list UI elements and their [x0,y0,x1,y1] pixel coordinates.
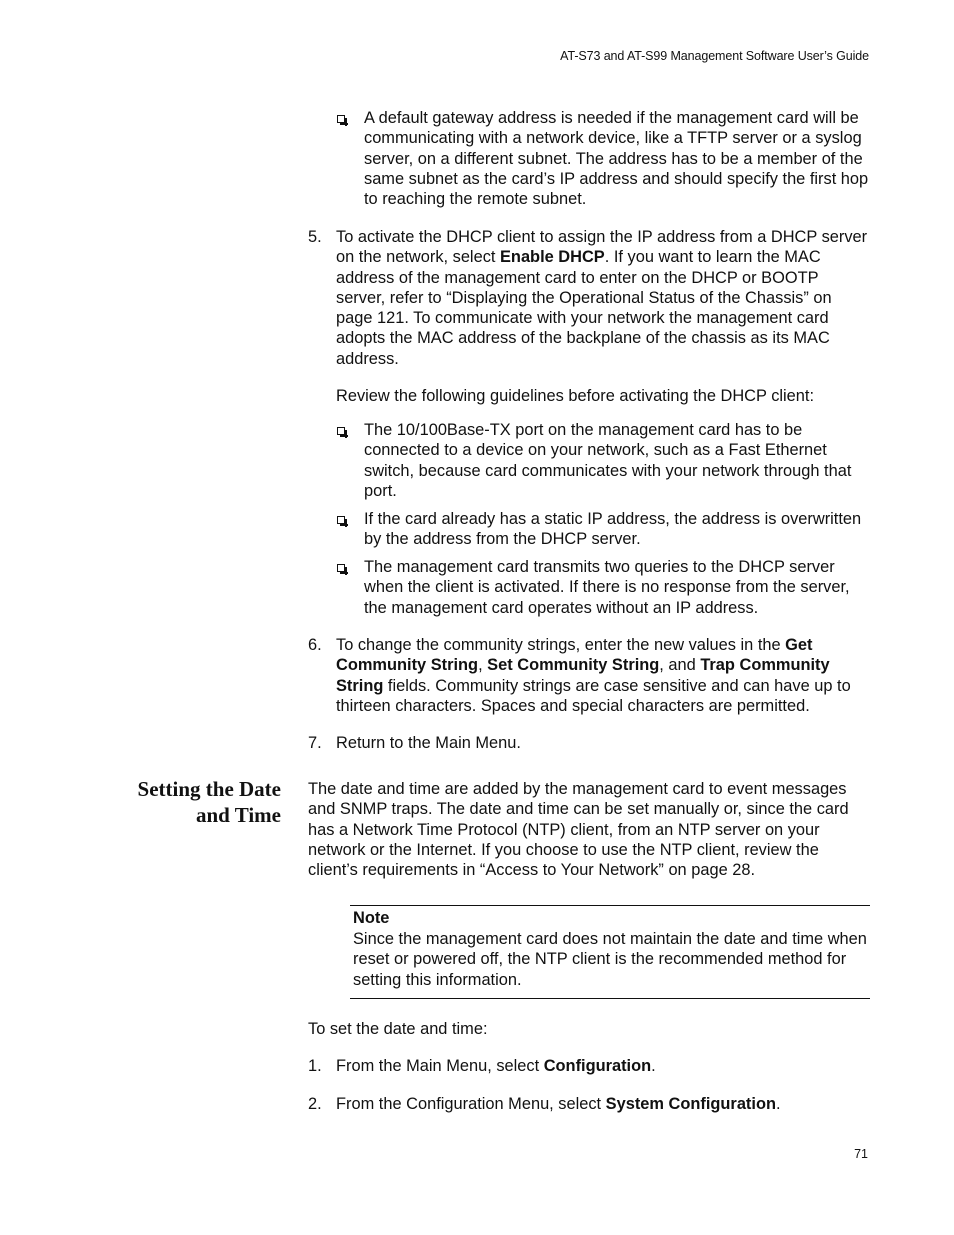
step-5-text-part: To activate the DHCP client to assign the IP address from a DHCP server on the network, select [336,228,868,267]
list-item: The management card transmits two queries to the DHCP server when the client is activated. If there is no response from the server, the management card operates without an IP address. [364,558,850,617]
step-number: 5. [308,228,322,246]
procedure-lead: To set the date and time: [308,1020,488,1038]
bullet-box-icon [337,427,345,435]
step-number: 1. [308,1057,322,1075]
note-top-rule [350,905,870,906]
ui-term: Get Community String [336,636,813,675]
page-number: 71 [854,1147,868,1161]
step-5-text-part: . If you want to learn the MAC address of the management card to enter on the DHCP or BOOTP server, refer to “Displaying the Operational Status of the Chassis” on page 121. To communicate with your network the management card adopts the MAC address of the backplane of the chassis as its MAC address. [336,248,832,368]
bullet-box-icon [337,564,345,572]
step-text-part: . [775,1095,781,1113]
step-text-part: From the Main Menu, select [336,1057,544,1075]
section-intro: The date and time are added by the management card to event messages and SNMP traps. The date and time can be set manually or, since the card has a Network Time Protocol (NTP) client, from an NTP server on your network or the Internet. If you choose to use the NTP client, review the client’s requirements in “Access to Your Network” on page 28. [308,780,849,880]
step-text-part: . [651,1057,656,1075]
step-number: 2. [308,1095,322,1113]
ui-term: System Configuration [605,1095,776,1113]
section-heading-line: Setting the Date [137,777,281,801]
step-6-text [336,635,870,716]
ui-term: Enable DHCP [500,248,605,267]
step-5-text [336,227,870,369]
step-6-text-part: fields. Community strings are case sensitive and can have up to thirteen characters. Spaces and special characters are permitted. [336,676,851,715]
section-heading [138,776,281,828]
step-number: 7. [308,734,322,752]
list-item: The 10/100Base-TX port on the management card has to be connected to a device on your network, such as a Fast Ethernet switch, because card communicates with your network through that port. [364,421,852,500]
review-paragraph: Review the following guidelines before activating the DHCP client: [336,387,815,405]
ui-term: Configuration [543,1057,652,1075]
ui-term: Set Community String [487,656,660,675]
bullet-box-icon [337,115,345,123]
step-text-part: From the Configuration Menu, select [336,1095,606,1113]
section-heading-line: and Time [195,803,281,827]
date-step-1 [336,1056,870,1076]
list-item: If the card already has a static IP address, the address is overwritten by the address from the DHCP server. [364,510,862,549]
step-7-text: Return to the Main Menu. [336,734,521,752]
note-bottom-rule [350,998,870,999]
step-6-text-part: To change the community strings, enter the new values in the [336,636,786,654]
note-title: Note [353,909,390,927]
ui-term: Trap Community String [336,656,830,695]
running-header: AT-S73 and AT-S99 Management Software User’s Guide [560,49,869,63]
step-6-text-part: , [478,656,488,675]
note-text: Since the management card does not maintain the date and time when reset or powered off, the NTP client is the recommended method for setting this information. [353,930,867,989]
list-item: A default gateway address is needed if the management card will be communicating with a network device, like a TFTP server or a syslog server, on a different subnet. The address has to be a member of the same subnet as the card’s IP address and should specify the first hop to reaching the remote subnet. [364,109,869,209]
step-6-text-part: , and [659,656,701,675]
bullet-box-icon [337,516,345,524]
date-step-2 [336,1094,870,1114]
step-number: 6. [308,636,322,654]
